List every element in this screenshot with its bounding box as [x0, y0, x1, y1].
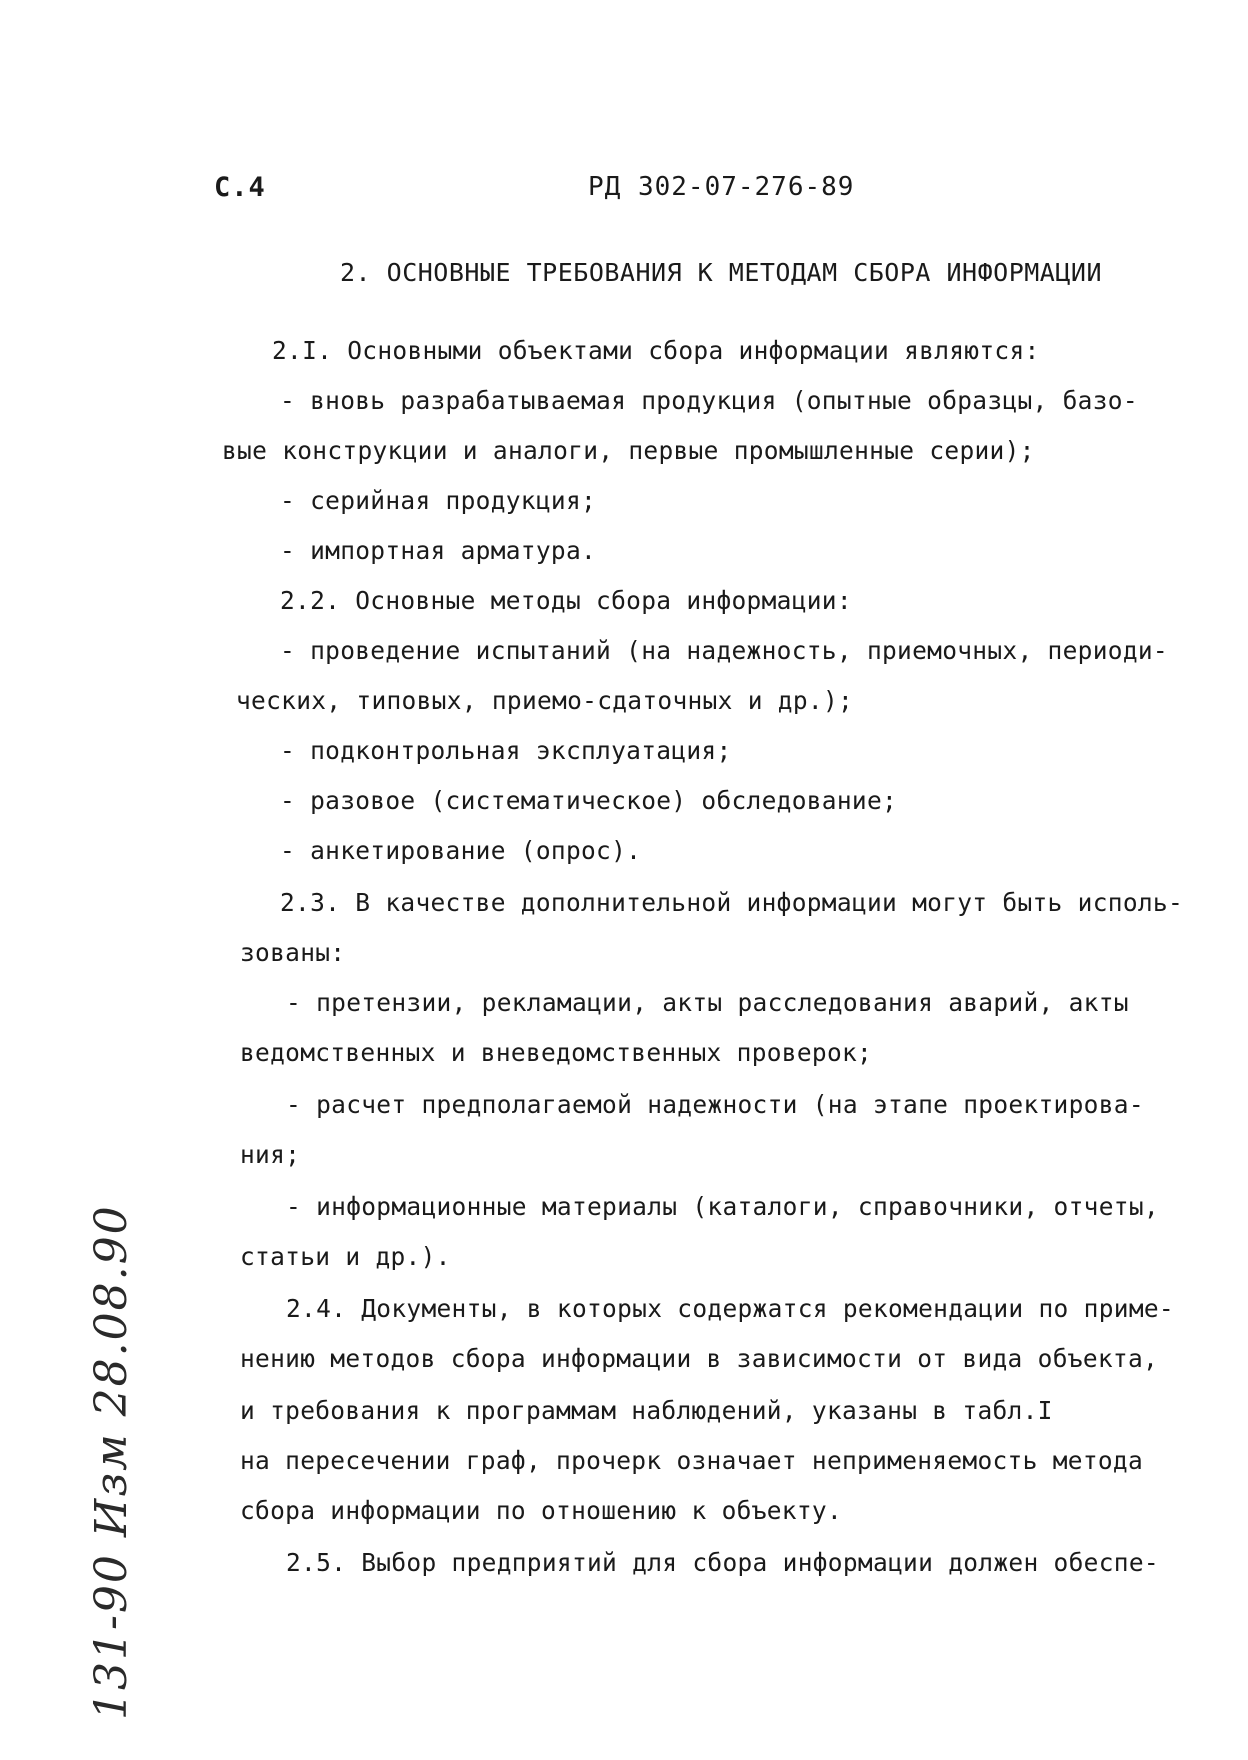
- paragraph-2-3: 2.3. В качестве дополнительной информации могут быть исполь-: [280, 888, 1184, 917]
- list-item: - претензии, рекламации, акты расследования аварий, акты: [286, 988, 1129, 1017]
- text-line: ния;: [240, 1140, 301, 1169]
- list-item: - подконтрольная эксплуатация;: [280, 736, 732, 765]
- handwritten-margin-note: 131-90 Изм 28.08.90: [86, 1204, 137, 1720]
- paragraph-2-5: 2.5. Выбор предприятий для сбора информации должен обеспе-: [286, 1548, 1159, 1577]
- document-code: РД 302-07-276-89: [588, 172, 855, 202]
- text-line: ведомственных и вневедомственных проверок;: [240, 1038, 873, 1067]
- list-item: - вновь разрабатываемая продукция (опытные образцы, базо-: [280, 386, 1138, 415]
- list-item: - проведение испытаний (на надежность, приемочных, периоди-: [280, 636, 1168, 665]
- text-line: статьи и др.).: [240, 1242, 451, 1271]
- list-item: - разовое (систематическое) обследование;: [280, 786, 898, 815]
- text-line: вые конструкции и аналоги, первые промышленные серии);: [222, 436, 1035, 465]
- page-number: С.4: [214, 172, 266, 203]
- paragraph-2-1: 2.I. Основными объектами сбора информации являются:: [272, 336, 1040, 365]
- list-item: - расчет предполагаемой надежности (на этапе проектирова-: [286, 1090, 1144, 1119]
- text-line: зованы:: [240, 938, 346, 967]
- text-line: на пересечении граф, прочерк означает неприменяемость метода: [240, 1446, 1144, 1475]
- list-item: - серийная продукция;: [280, 486, 597, 515]
- text-line: сбора информации по отношению к объекту.: [240, 1496, 843, 1525]
- text-line: и требования к программам наблюдений, указаны в табл.I: [240, 1396, 1053, 1425]
- section-title: 2. ОСНОВНЫЕ ТРЕБОВАНИЯ К МЕТОДАМ СБОРА ИНФОРМАЦИИ: [340, 258, 1103, 287]
- text-line: ческих, типовых, приемо-сдаточных и др.);: [236, 686, 854, 715]
- paragraph-2-2: 2.2. Основные методы сбора информации:: [280, 586, 852, 615]
- text-line: нению методов сбора информации в зависимости от вида объекта,: [240, 1344, 1159, 1373]
- list-item: - импортная арматура.: [280, 536, 597, 565]
- list-item: - анкетирование (опрос).: [280, 836, 642, 865]
- list-item: - информационные материалы (каталоги, справочники, отчеты,: [286, 1192, 1159, 1221]
- paragraph-2-4: 2.4. Документы, в которых содержатся рекомендации по приме-: [286, 1294, 1174, 1323]
